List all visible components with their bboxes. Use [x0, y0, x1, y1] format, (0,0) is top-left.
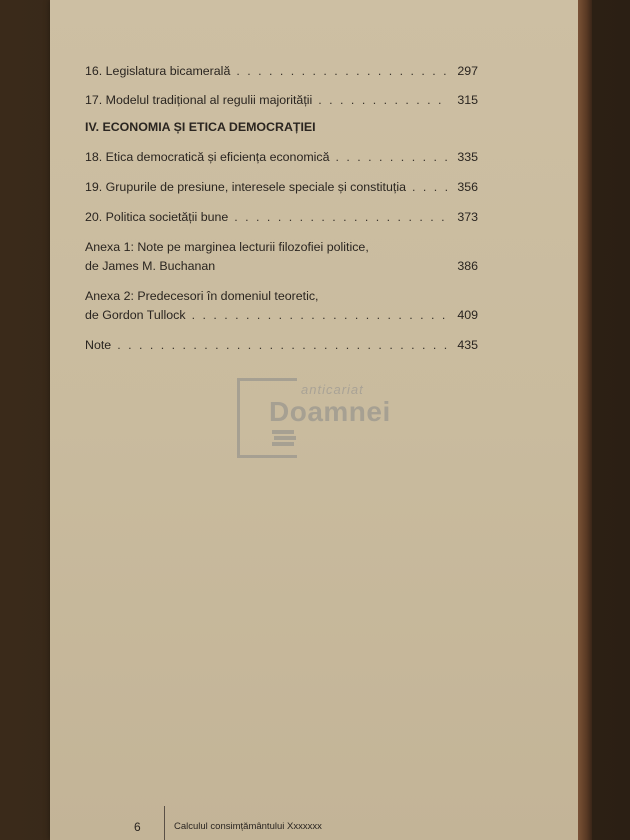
running-head: Calculul consimțământului Xxxxxxx — [174, 821, 322, 832]
leader-dots — [336, 149, 451, 165]
toc-page-number: 373 — [457, 210, 478, 224]
section-heading: IV. ECONOMIA ȘI ETICA DEMOCRAȚIEI — [85, 120, 316, 134]
toc-entry-title: 16. Legislatura bicamerală — [85, 64, 231, 78]
leader-dots — [234, 209, 450, 225]
leader-dots — [117, 337, 450, 353]
toc-entry-title: 19. Grupurile de presiune, interesele speciale și constituția — [85, 180, 406, 194]
toc-entry-title: 18. Etica democratică și eficiența economică — [85, 150, 330, 164]
toc-entry-note — [85, 337, 478, 353]
watermark-logo — [237, 378, 407, 458]
watermark-small-text: anticariat — [301, 382, 364, 397]
toc-page-number: 356 — [457, 180, 478, 194]
toc-entry-anexa-1 — [85, 239, 478, 274]
toc-entry-18 — [85, 149, 478, 165]
toc-entry-title: Note — [85, 338, 112, 352]
toc-entry-16 — [85, 63, 478, 79]
toc-entry-17 — [85, 92, 478, 108]
toc-page-number: 315 — [457, 93, 478, 107]
toc-page-number: 435 — [457, 338, 478, 352]
toc-entry-19 — [85, 179, 478, 195]
toc-entry-title: Anexa 2: Predecesori în domeniul teoretic, — [85, 289, 319, 303]
toc-entry-title: 20. Politica societății bune — [85, 210, 229, 224]
watermark-big-text: Doamnei — [269, 396, 391, 427]
toc-page-number: 335 — [457, 150, 478, 164]
toc-entry-author: de James M. Buchanan — [85, 259, 216, 273]
toc-entry-20 — [85, 209, 478, 225]
leader-dots — [412, 179, 450, 195]
page-number: 6 — [134, 820, 141, 834]
toc-entry-author: de Gordon Tullock — [85, 308, 186, 322]
leader-dots — [236, 63, 450, 79]
toc-entry-continuation — [85, 258, 478, 274]
toc-entry-title: Anexa 1: Note pe marginea lecturii filozofiei politice, — [85, 240, 369, 254]
leader-dots — [318, 92, 450, 108]
leader-dots — [192, 307, 450, 323]
table-of-contents — [85, 63, 478, 353]
footer-divider — [164, 806, 165, 840]
toc-page-number: 386 — [457, 259, 478, 273]
toc-entry-anexa-2 — [85, 288, 478, 323]
toc-entry-title: 17. Modelul tradițional al regulii majorității — [85, 93, 313, 107]
books-icon — [271, 428, 297, 448]
page-footer — [120, 800, 520, 840]
book-cover-edge — [578, 0, 592, 840]
toc-page-number: 409 — [457, 308, 478, 322]
toc-entry-continuation — [85, 307, 478, 323]
toc-page-number: 297 — [457, 64, 478, 78]
